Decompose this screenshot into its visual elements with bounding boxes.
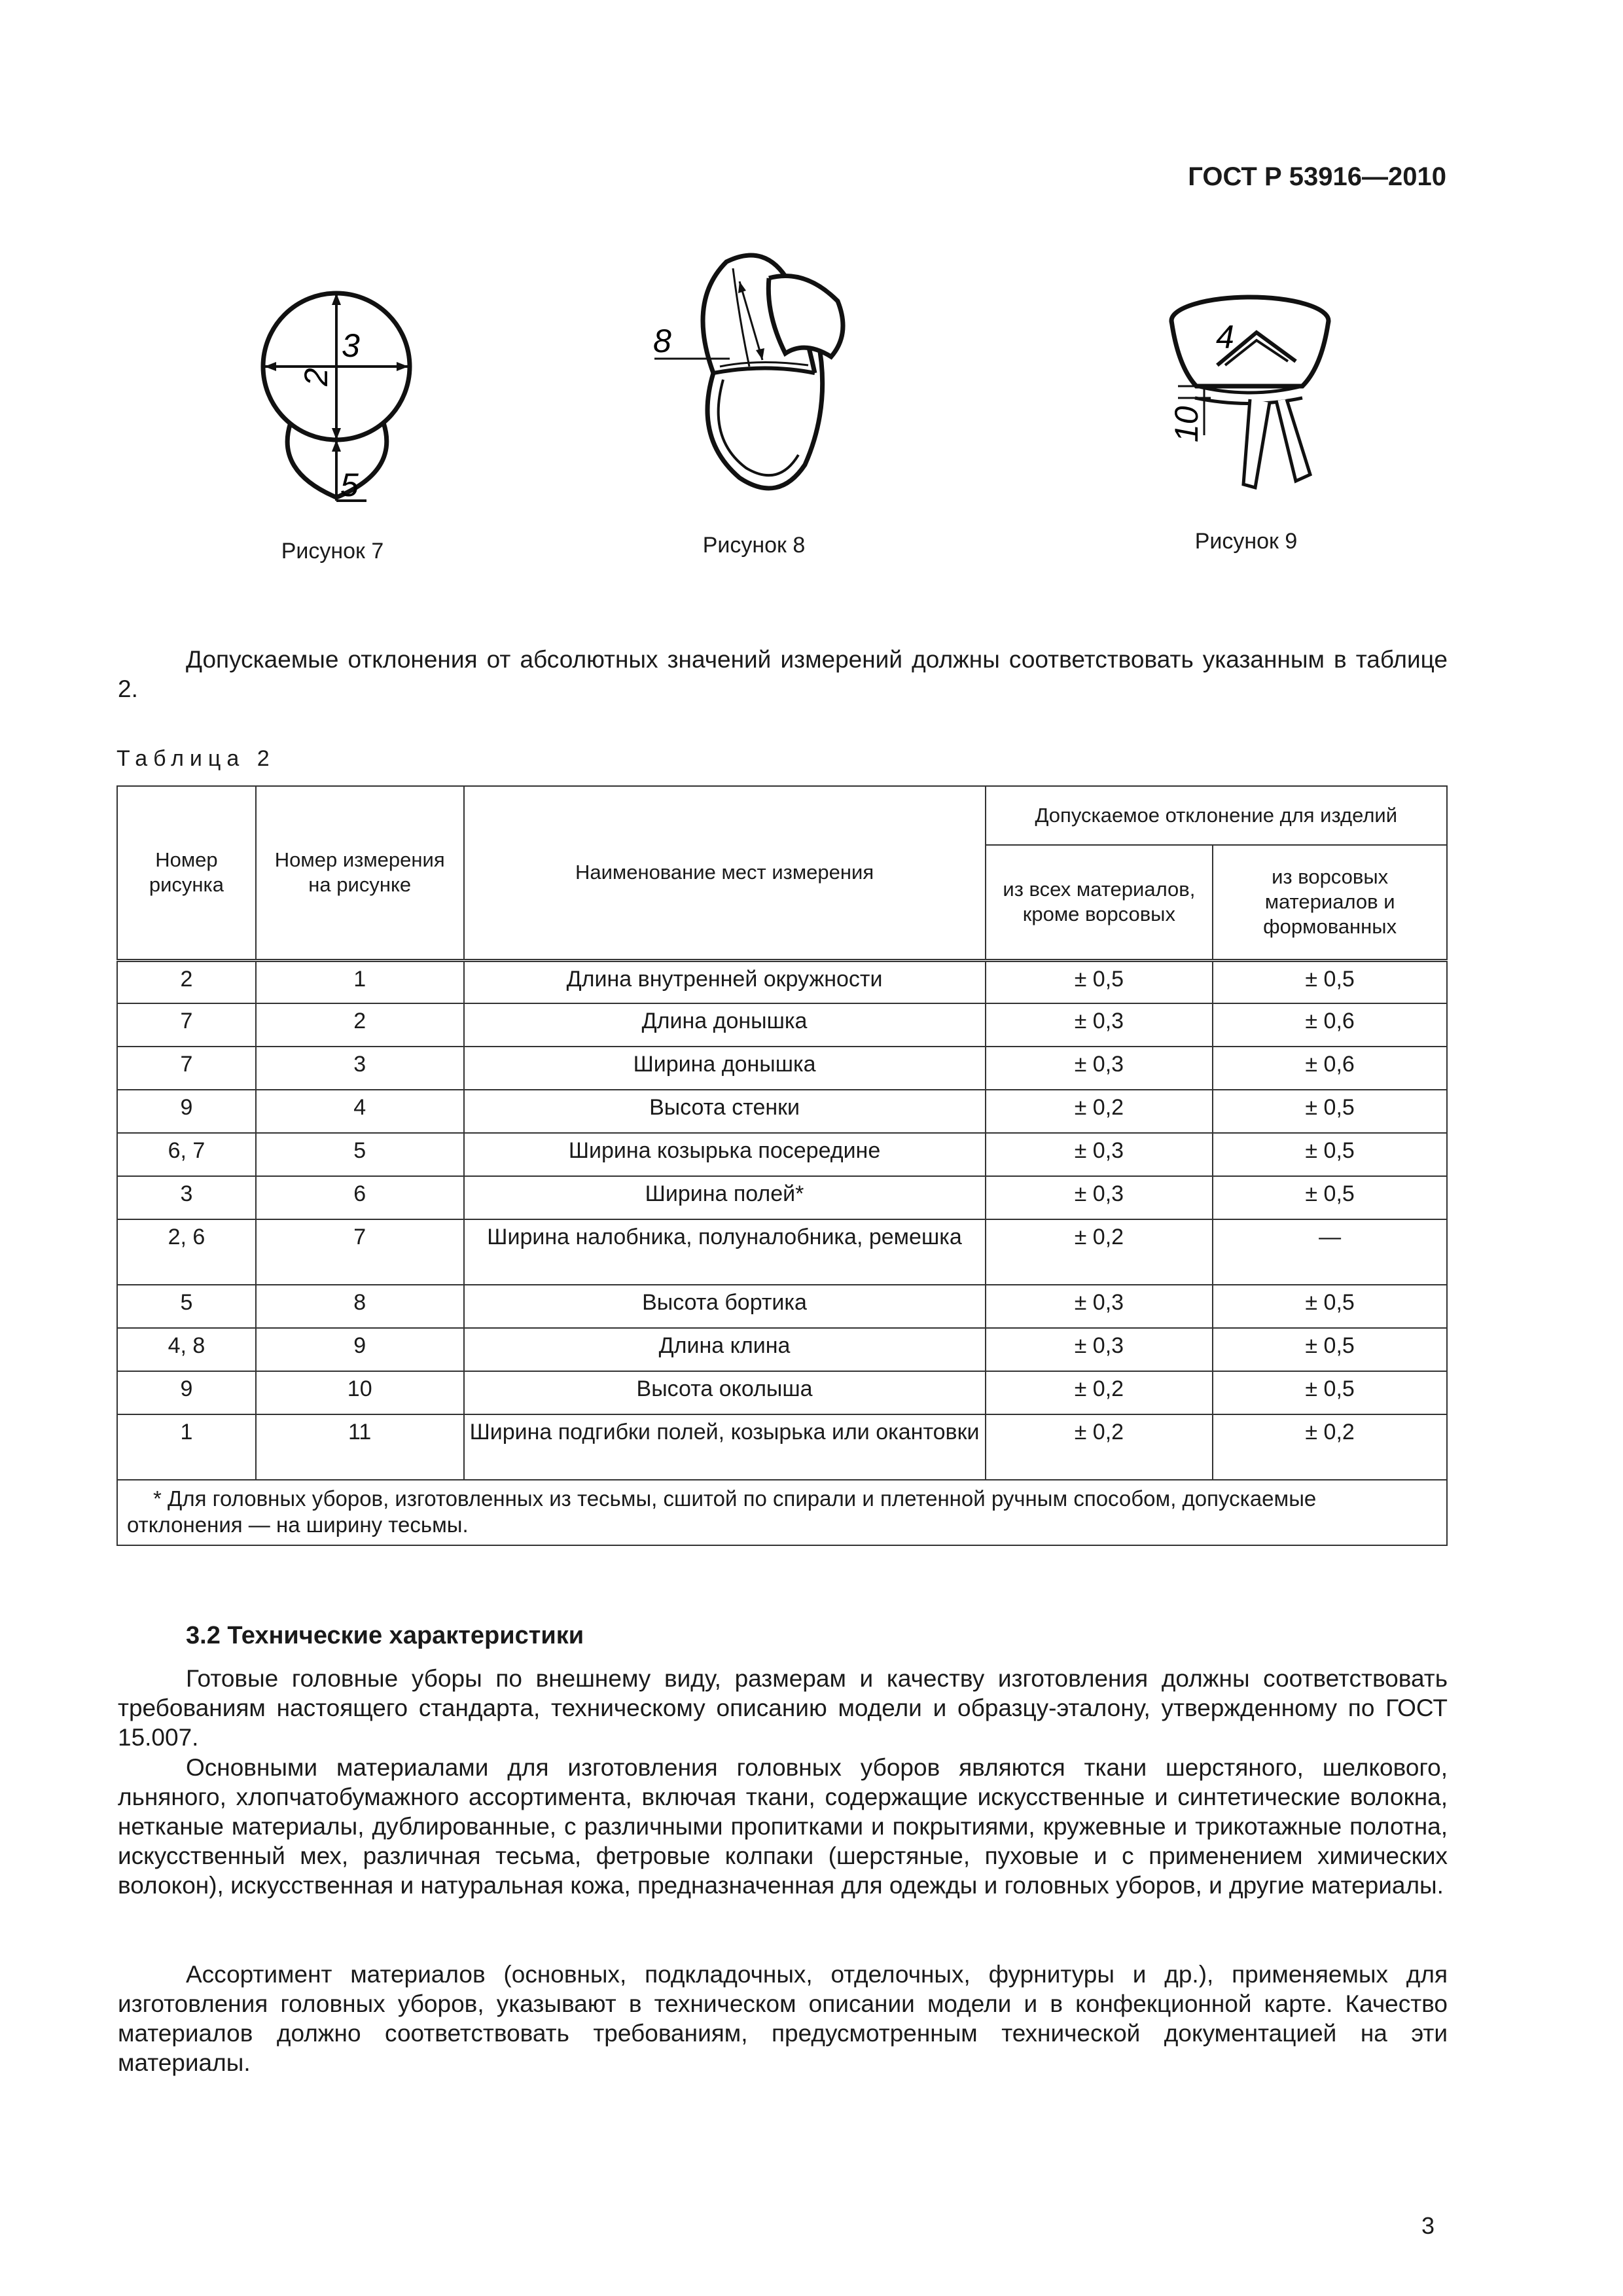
header-tol-pile: из ворсовых материалов и формованных: [1213, 845, 1447, 960]
table-row: [117, 1047, 1447, 1090]
table-row: [117, 1176, 1447, 1219]
cell-fig: 1: [117, 1414, 256, 1480]
figure-9-label-4: 4: [1216, 319, 1234, 355]
cell-num: 4: [256, 1090, 464, 1133]
cell-fig: 2: [117, 960, 256, 1003]
cell-tol-all: ± 0,3: [986, 1047, 1213, 1090]
cell-tol-pile: ± 0,5: [1213, 1371, 1447, 1414]
table-row: [117, 1285, 1447, 1328]
figure-8-caption: Рисунок 8: [702, 533, 806, 558]
cell-tol-pile: ± 0,5: [1213, 1328, 1447, 1371]
cell-tol-all: ± 0,2: [986, 1371, 1213, 1414]
cell-num: 8: [256, 1285, 464, 1328]
cell-num: 6: [256, 1176, 464, 1219]
header-tol-all: из всех материалов, кроме ворсовых: [986, 845, 1213, 960]
figure-7-label-2: 2: [298, 368, 334, 386]
cell-tol-pile: ± 0,5: [1213, 1090, 1447, 1133]
page-number: 3: [1421, 2212, 1435, 2239]
cell-num: 1: [256, 960, 464, 1003]
figure-8-front-flap: [768, 276, 843, 357]
table-row: [117, 1371, 1447, 1414]
cell-tol-all: ± 0,5: [986, 960, 1213, 1003]
header-tolerance-group: Допускаемое отклонение для изделий: [986, 786, 1447, 845]
section-heading: 3.2 Технические характеристики: [186, 1622, 584, 1649]
cell-num: 5: [256, 1133, 464, 1176]
header-measure-no: Номер измерения на рисунке: [256, 786, 464, 960]
cell-name: Длина клина: [464, 1328, 986, 1371]
cell-name: Высота стенки: [464, 1090, 986, 1133]
intro-paragraph: Допускаемые отклонения от абсолютных значений измерений должны соответствовать указанным в таблице 2.: [118, 646, 1448, 702]
cell-num: 7: [256, 1219, 464, 1285]
table-row: [117, 960, 1447, 1003]
table-row: [117, 1133, 1447, 1176]
cell-fig: 4, 8: [117, 1328, 256, 1371]
table-row: [117, 1328, 1447, 1371]
figure-9-label-10: 10: [1168, 406, 1205, 442]
cell-num: 2: [256, 1003, 464, 1047]
figure-9-band: [1171, 321, 1329, 386]
cell-num: 11: [256, 1414, 464, 1480]
cell-fig: 5: [117, 1285, 256, 1328]
cell-fig: 3: [117, 1176, 256, 1219]
figure-7-label-3: 3: [342, 327, 360, 364]
cell-tol-pile: ± 0,5: [1213, 960, 1447, 1003]
cell-tol-all: ± 0,2: [986, 1090, 1213, 1133]
cell-fig: 7: [117, 1047, 256, 1090]
cell-tol-pile: ± 0,6: [1213, 1047, 1447, 1090]
cell-tol-pile: ± 0,2: [1213, 1414, 1447, 1480]
table-footnote: * Для головных уборов, изготовленных из тесьмы, сшитой по спирали и плетенной ручным способом, допускаемые отклонения — на ширину тесьмы.: [117, 1480, 1447, 1545]
figure-9-drawing: [1139, 288, 1335, 497]
cell-fig: 7: [117, 1003, 256, 1047]
cell-tol-all: ± 0,2: [986, 1219, 1213, 1285]
section-paragraph-1: Готовые головные уборы по внешнему виду, размерам и качеству изготовления должны соответствовать требованиям настоящего стандарта, техническому описанию модели и образцу-эталону, утвержденному по ГОСТ 15.007.: [118, 1665, 1448, 1751]
cell-name: Ширина полей*: [464, 1176, 986, 1219]
figure-9-strap: [1243, 399, 1270, 488]
cell-tol-all: ± 0,3: [986, 1328, 1213, 1371]
cell-tol-pile: —: [1213, 1219, 1447, 1285]
table-footnote-row: [117, 1480, 1447, 1545]
section-paragraph-3: Ассортимент материалов (основных, подкладочных, отделочных, фурнитуры и др.), применяемых для изготовления головных уборов, указывают в техническом описании модели и в конфекционной карте. Качество материалов должно соответствовать требованиям, предусмотренным технической документацией на эти материалы.: [118, 1961, 1448, 2076]
cell-fig: 9: [117, 1090, 256, 1133]
table-row: [117, 1090, 1447, 1133]
cell-tol-pile: ± 0,5: [1213, 1176, 1447, 1219]
table-title: Таблица 2: [116, 746, 276, 771]
cell-num: 3: [256, 1047, 464, 1090]
figure-8-label-8: 8: [653, 323, 671, 359]
cell-name: Ширина козырька посередине: [464, 1133, 986, 1176]
cell-name: Ширина налобника, полуналобника, ремешка: [464, 1219, 986, 1285]
cell-name: Высота околыша: [464, 1371, 986, 1414]
cell-fig: 2, 6: [117, 1219, 256, 1285]
cell-name: Ширина подгибки полей, козырька или окантовки: [464, 1414, 986, 1480]
figure-9-caption: Рисунок 9: [1194, 529, 1298, 554]
header-figure-no: Номер рисунка: [117, 786, 256, 960]
cell-name: Высота бортика: [464, 1285, 986, 1328]
cell-tol-pile: ± 0,5: [1213, 1285, 1447, 1328]
figure-7-drawing: [249, 275, 419, 511]
cell-tol-all: ± 0,3: [986, 1003, 1213, 1047]
cell-tol-all: ± 0,2: [986, 1414, 1213, 1480]
cell-num: 10: [256, 1371, 464, 1414]
cell-num: 9: [256, 1328, 464, 1371]
cell-tol-pile: ± 0,6: [1213, 1003, 1447, 1047]
table-row: [117, 1219, 1447, 1285]
cell-tol-all: ± 0,3: [986, 1176, 1213, 1219]
cell-fig: 6, 7: [117, 1133, 256, 1176]
cell-tol-all: ± 0,3: [986, 1133, 1213, 1176]
figure-7-caption: Рисунок 7: [281, 539, 384, 564]
tolerance-table: [116, 785, 1448, 1546]
cell-fig: 9: [117, 1371, 256, 1414]
cell-name: Длина донышка: [464, 1003, 986, 1047]
table-row: [117, 1003, 1447, 1047]
cell-tol-all: ± 0,3: [986, 1285, 1213, 1328]
header-place-name: Наименование мест измерения: [464, 786, 986, 960]
cell-tol-pile: ± 0,5: [1213, 1133, 1447, 1176]
cell-name: Длина внутренней окружности: [464, 960, 986, 1003]
figure-7-label-5: 5: [340, 467, 359, 503]
table-row: [117, 1414, 1447, 1480]
cell-name: Ширина донышка: [464, 1047, 986, 1090]
section-paragraph-2: Основными материалами для изготовления головных уборов являются ткани шерстяного, шелкового, льняного, хлопчатобумажного ассортимента, включая ткани, содержащие искусственные и синтетические волокна, нетканые материалы, дублированные, с различными пропитками и покрытиями, кружевные и трикотажные полотна, искусственный мех, различная тесьма, фетровые колпаки (шерстяные, пуховые и с применением химических волокон), искусственная и натуральная кожа, предназначенная для одежды и головных уборов, и другие материалы.: [118, 1754, 1448, 1899]
document-code: ГОСТ Р 53916—2010: [1188, 162, 1446, 191]
figure-8-drawing: [641, 242, 883, 504]
